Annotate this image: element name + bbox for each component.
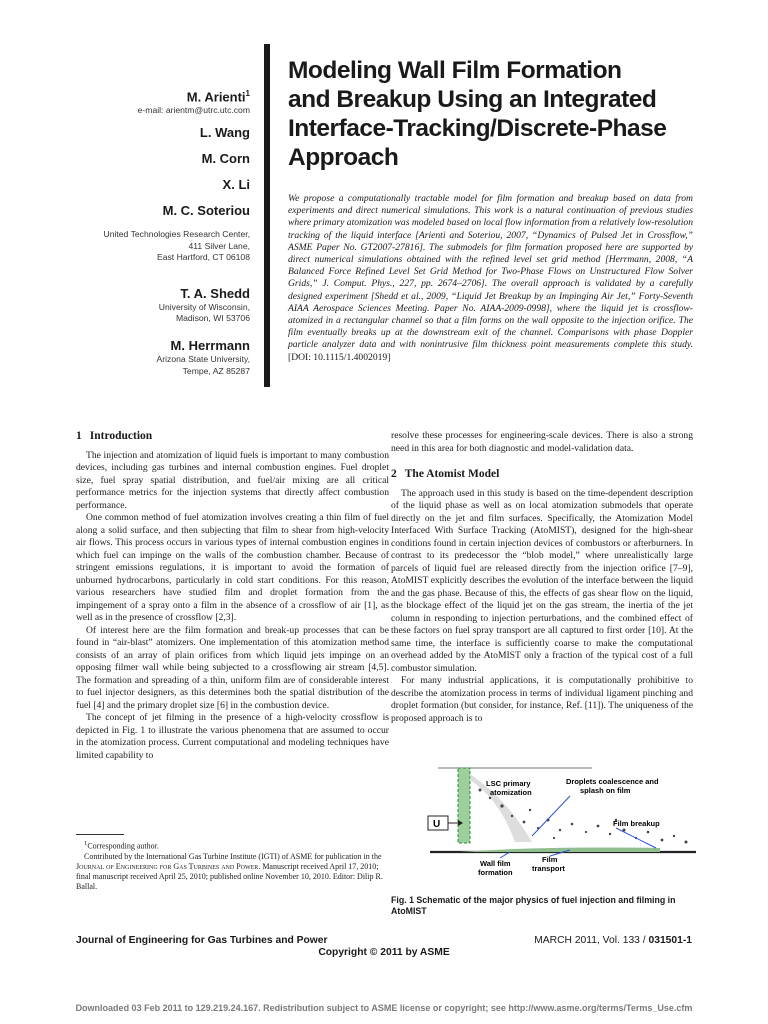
footer-journal-name: Journal of Engineering for Gas Turbines and Power <box>76 935 328 946</box>
film-breakup-label: Film breakup <box>613 819 660 828</box>
abstract: We propose a computationally tractable model for film formation and breakup based on data from experiments and direct numerical simulations. This work is a natural continuation of previous studies where primary atomization was modeled based on local flow information from a relatively low-resolution tracking of the liquid interface [Arienti and Soteriou, 2007, “Dynamics of Pulsed Jet in Crossflow,” ASME Paper No. GT2007-27816]. The submodels for film formation proposed here are supported by direct numerical simulations obtained with the refined level set grid method [Herrmann, 2008, “A Balanced Force Refined Level Set Grid Method for Two-Phase Flows on Unstructured Flow Solver Grids,” J. Comput. Phys., 227, pp. 2674–2706]. The overall approach is validated by a carefully designed experiment [Shedd et al., 2009, “Liquid Jet Breakup by an Impinging Air Jet,” Forty-Seventh AIAA Aerospace Sciences Meeting. Paper No. AIAA-2009-0998], where the liquid jet is crossflow-atomized in a rectangular channel so that a film forms on the wall opposite to the injection orifice. The film eventually breaks up at the downstream exit of the channel. Comparisons with phase Doppler particle analyzer data and with nonintrusive film thickness point measurements complete this study. [DOI: 10.1115/1.4002019] <box>288 193 693 363</box>
primary-atomization-label: LSC primary atomization <box>486 779 532 797</box>
footer-issue: MARCH 2011, Vol. 133 / 031501-1 <box>534 935 692 946</box>
paragraph: One common method of fuel atomization involves creating a thin film of fuel along a solid surface, and then subjecting that film to shear from high-velocity air flows. This process occurs in various types of internal combustion engines in which fuel can impinge on the walls of the combustion chamber. Because of stringent emissions regulations, it is important to avoid the formation of unburned hydrocarbons, particularly in cold start conditions. For this reason, various researchers have studied film and droplet formation from the impingement of a spray onto a film in the absence of a crossflow of air [1], as well as in the presence of crossflow [2,3]. <box>76 512 389 623</box>
author-arienti: M. Arienti$^1$ <box>186 89 250 105</box>
author-herrmann: M. Herrmann <box>170 338 250 354</box>
paragraph: For many industrial applications, it is computationally prohibitive to describe the atomization process in terms of individual ligament pinching and droplet formation (but consider, for instance, Ref. [11]). The uniqueness of the proposed approach is to <box>391 675 693 724</box>
figure-1-caption: Fig. 1 Schematic of the major physics of fuel injection and filming in AtoMIST <box>391 895 676 916</box>
film-transport-label: Film transport <box>532 855 565 873</box>
footnote-contribution: Contributed by the International Gas Turbine Institute (IGTI) of ASME for publication in the Journal of Engineering for Gas Turbines and Power. Manuscript received April 17, 2010; final manuscript received April 25, 2010; published online November 10, 2010. Editor: Dilip R. Ballal. <box>76 851 383 891</box>
paper-title: Modeling Wall Film Formation and Breakup Using an Integrated Interface-Tracking/Discrete-Phase Approach <box>288 57 667 171</box>
author-li: X. Li <box>222 177 250 193</box>
author-email[interactable]: e-mail: arientm@utrc.utc.com <box>137 105 250 116</box>
author-block <box>20 86 250 377</box>
footnotes <box>76 834 389 892</box>
right-column <box>391 430 693 725</box>
title-divider-bar <box>264 44 270 387</box>
author-wang: L. Wang <box>199 125 250 141</box>
section-heading-introduction: 1 Introduction <box>76 430 153 442</box>
paragraph: Of interest here are the film formation and break-up processes that can be found in “air-blast” atomizers. One implementation of this atomization method consists of an array of plain orifices from which liquid jets impinge on an opposing filmer wall while being subjected to a crossflowing air stream [4,5]. The formation and spreading of a thin, uniform film are of considerable interest to fuel injector designers, as this determines both the spatial distribution of the fuel [4] and the primary droplet size [6] in the combustion device. <box>76 624 389 711</box>
paragraph: The injection and atomization of liquid fuels is important to many combustion devices, including gas turbines and internal combustion engines. Fuel droplet size, fuel spray spatial distribution, and fuel/air mixing are all critical performance metrics for the injection systems that directly affect combustion performance. <box>76 449 389 511</box>
affiliation-wisconsin: University of Wisconsin, Madison, WI 53706 <box>158 301 250 323</box>
figure-1-schematic <box>420 760 700 890</box>
jet-column <box>458 768 470 843</box>
footnote-rule <box>76 834 124 835</box>
doi[interactable]: [DOI: 10.1115/1.4002019] <box>288 351 391 363</box>
wall-film-formation-label: Wall film formation <box>478 859 513 877</box>
wall-film <box>460 848 660 853</box>
droplets-pointer <box>532 796 570 836</box>
author-corn: M. Corn <box>201 151 250 167</box>
affiliation-utrc: United Technologies Research Center, 411 Silver Lane, East Hartford, CT 06108 <box>103 229 250 263</box>
left-column <box>76 430 389 762</box>
paragraph: The approach used in this study is based on the time-dependent description of the liquid phase as well as on local atomization submodels that operate directly on the jet and film surfaces. Specifically, the Atomization Model Interfaced With Surface Tracking (AtoMIST), designed for the high-shear conditions found in certain injection devices of combustors or afterburners. In contrast to its predecessor the “blob model,” where unrealistically large parcels of liquid fuel are released directly from the injection orifice [7–9], AtoMIST explicitly describes the evolution of the interface between the liquid and the gas phase. Because of this, the effects of gas shear flow on the liquid, the blockage effect of the liquid jet on the gas stream, the inertia of the jet column in responding to injection perturbations, and the combined effect of these factors on fuel spray transport are all captured to first order [10]. At the same time, the interface is sufficiently coarse to make the computational overhead added by the AtoMIST only a fraction of the typical cost of a full combustor simulation. <box>391 487 693 674</box>
author-shedd: T. A. Shedd <box>180 285 250 301</box>
section-heading-atomist-model: 2 The Atomist Model <box>391 468 500 480</box>
footer-copyright: Copyright © 2011 by ASME <box>318 947 450 958</box>
author-soteriou: M. C. Soteriou <box>162 203 250 219</box>
u-label: U <box>433 819 441 830</box>
breakup-pointer <box>616 828 656 848</box>
droplets-coalescence-label: Droplets coalescence and splash on film <box>566 777 659 795</box>
figure-1-svg <box>420 760 700 890</box>
affiliation-asu: Arizona State University, Tempe, AZ 85287 <box>156 354 250 376</box>
download-notice: Downloaded 03 Feb 2011 to 129.219.24.167. Redistribution subject to ASME license or copyright; see http://www.asme.org/terms/Terms_Use.cfm <box>75 1003 693 1013</box>
paragraph: resolve these processes for engineering-scale devices. There is also a strong need in this area for both diagnostic and model-validation data. <box>391 430 693 454</box>
paragraph: The concept of jet filming in the presence of a high-velocity crossflow is depicted in Fig. 1 to illustrate the various phenomena that are assumed to occur in the atomization process. Current computational and modeling techniques have limited capability to <box>76 712 389 761</box>
footnote-corresponding: $^1$Corresponding author. <box>84 840 159 851</box>
